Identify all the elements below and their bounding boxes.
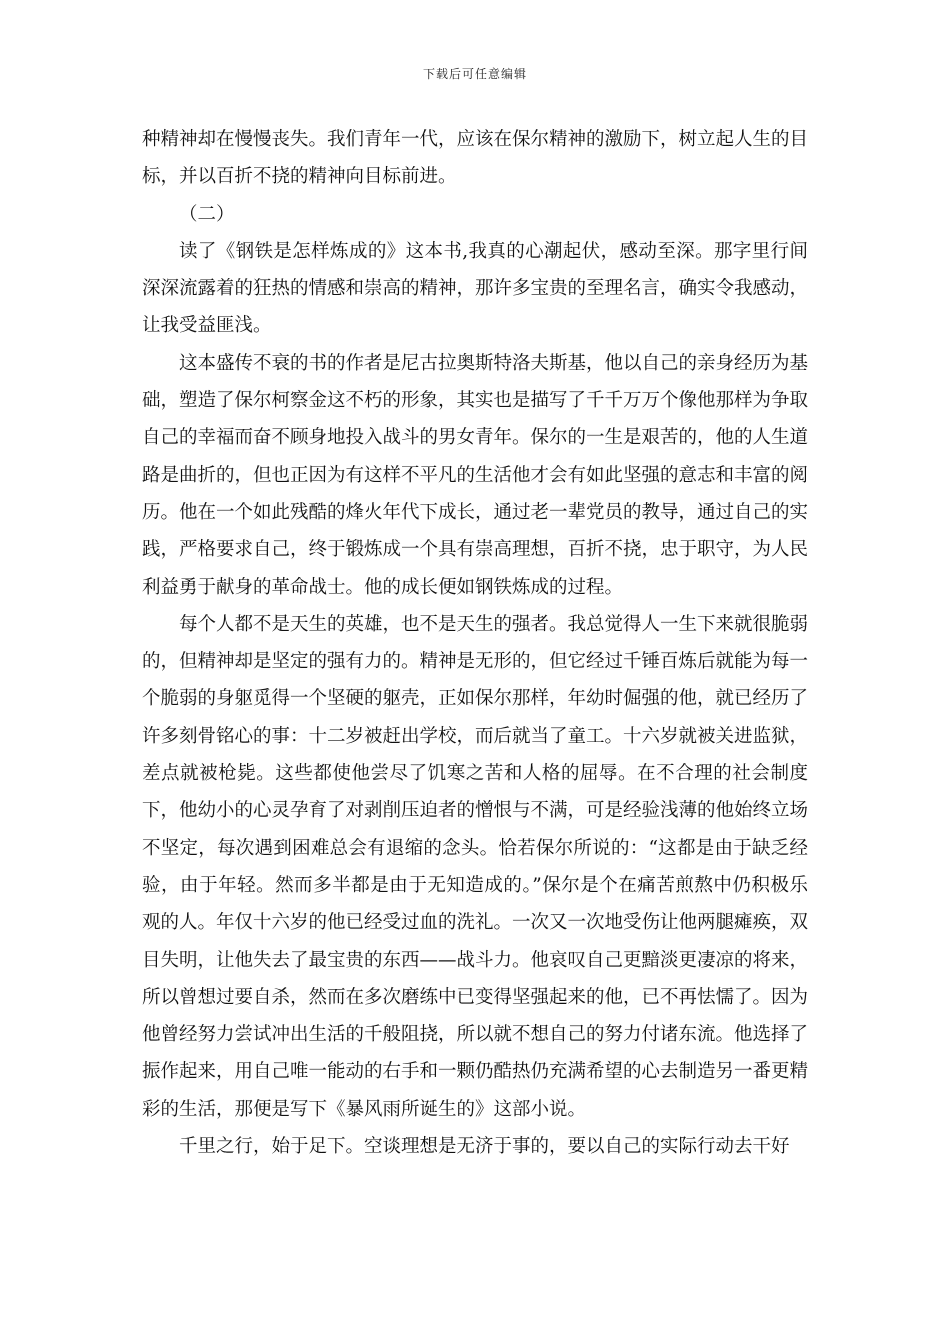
paragraph-hero: 每个人都不是天生的英雄，也不是天生的强者。我总觉得人一生下来就很脆弱的，但精神却是坚定的强有力的。精神是无形的，但它经过千锤百炼后就能为每一个脆弱的身躯觅得一个坚硬的躯壳，正如保尔那样，年幼时倔强的他，就已经历了许多刻骨铭心的事：十二岁被赶出学校，而后就当了童工。十六岁就被关进监狱，差点就被枪毙。这些都使他尝尽了饥寒之苦和人格的屈辱。在不合理的社会制度下，他幼小的心灵孕育了对剥削压迫者的憎恨与不满，可是经验浅薄的他始终立场不坚定，每次遇到困难总会有退缩的念头。恰若保尔所说的：“这都是由于缺乏经验，由于年轻。然而多半都是由于无知造成的。”保尔是个在痛苦煎熬中仍积极乐观的人。年仅十六岁的他已经受过血的洗礼。一次又一次地受伤让他两腿瘫痪，双目失明，让他失去了最宝贵的东西——战斗力。他哀叹自己更黯淡更凄凉的将来，所以曾想过要自杀，然而在多次磨练中已变得坚强起来的他，已不再怯懦了。因为他曾经努力尝试冲出生活的千般阻挠，所以就不想自己的努力付诸东流。他选择了振作起来，用自己唯一能动的右手和一颗仍酷热仍充满希望的心去制造另一番更精彩的生活，那便是写下《暴风雨所诞生的》这部小说。 [142, 613, 809, 1120]
paragraph-action: 千里之行，始于足下。空谈理想是无济于事的，要以自己的实际行动去干好 [179, 1136, 790, 1158]
body-text [142, 121, 808, 1165]
section-heading: （二） [179, 203, 235, 225]
paragraph-continuation: 种精神却在慢慢丧失。我们青年一代，应该在保尔精神的激励下，树立起人生的目标，并以百折不挠的精神向目标前进。 [142, 129, 809, 188]
page-header: 下载后可任意编辑 [422, 67, 527, 81]
paragraph-intro: 读了《钢铁是怎样炼成的》这本书,我真的心潮起伏，感动至深。那字里行间深深流露着的狂热的情感和崇高的精神，那许多宝贵的至理名言，确实令我感动，让我受益匪浅。 [142, 240, 809, 337]
paragraph-author: 这本盛传不衰的书的作者是尼古拉奥斯特洛夫斯基，他以自己的亲身经历为基础，塑造了保尔柯察金这不朽的形象，其实也是描写了千千万万个像他那样为争取自己的幸福而奋不顾身地投入战斗的男女青年。保尔的一生是艰苦的，他的人生道路是曲折的，但也正因为有这样不平凡的生活他才会有如此坚强的意志和丰富的阅历。他在一个如此残酷的烽火年代下成长，通过老一辈党员的教导，通过自己的实践，严格要求自己，终于锻炼成一个具有崇高理想，百折不挠，忠于职守，为人民利益勇于献身的革命战士。他的成长便如钢铁炼成的过程。 [142, 352, 809, 598]
